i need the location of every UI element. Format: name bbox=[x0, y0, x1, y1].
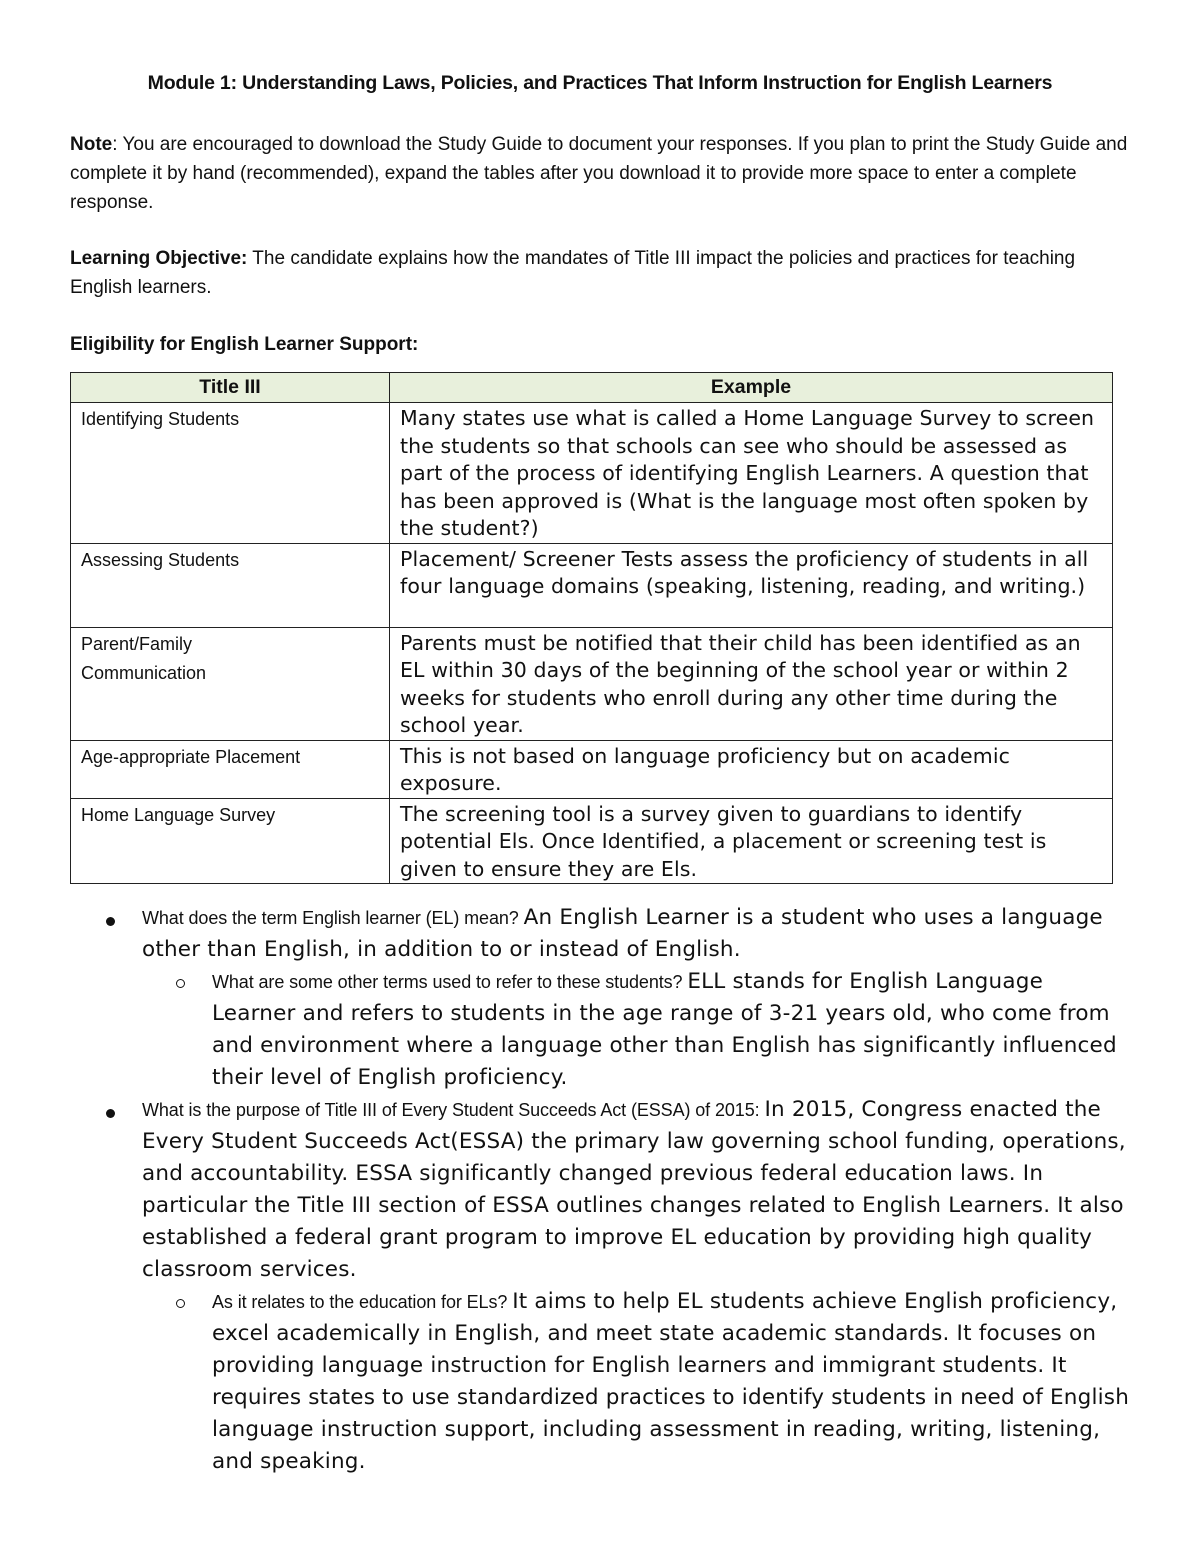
answer-text: An English Learner is a student who uses a language other than English, in addition to or instead of English. bbox=[142, 905, 1103, 962]
eligibility-table bbox=[70, 372, 1113, 884]
header-example: Example bbox=[390, 373, 1113, 403]
table-row bbox=[71, 543, 1113, 627]
note-label: Note bbox=[70, 134, 113, 155]
table-row bbox=[71, 627, 1113, 740]
answer-text: ELL stands for English Language Learner and refers to students in the age range of 3-21 years old, who come from and environment where a language other than English has significantly influenced their level of English proficiency. bbox=[212, 969, 1117, 1090]
answer-text: In 2015, Congress enacted the Every Student Succeeds Act(ESSA) the primary law governing school funding, operations, and accountability. ESSA significantly changed previous federal education laws. In particular the Title III section of ESSA outlines changes related to English Learners. It also established a federal grant program to improve EL education by providing high quality classroom services. bbox=[142, 1097, 1126, 1282]
row-example: Parents must be notified that their child has been identified as an EL within 30 days of the beginning of the school year or within 2 weeks for students who enroll during any other time during the school year. bbox=[390, 627, 1113, 740]
table-header-row bbox=[71, 373, 1113, 403]
note-paragraph bbox=[70, 130, 1130, 217]
header-title-iii: Title III bbox=[71, 373, 390, 403]
hollow-bullet-icon bbox=[176, 979, 185, 988]
bullet-icon bbox=[106, 917, 115, 926]
row-title: Age-appropriate Placement bbox=[71, 740, 390, 798]
table-row bbox=[71, 740, 1113, 798]
objective-text: The candidate explains how the mandates of Title III impact the policies and practices for teaching English learners. bbox=[70, 248, 1076, 298]
table-row bbox=[71, 403, 1113, 544]
question-text: What does the term English learner (EL) mean? bbox=[142, 908, 524, 928]
question-list bbox=[70, 903, 1130, 1479]
row-example: Placement/ Screener Tests assess the proficiency of students in all four language domains (speaking, listening, reading, and writing.) bbox=[390, 543, 1113, 627]
list-item bbox=[70, 1095, 1130, 1287]
question-text: What are some other terms used to refer to these students? bbox=[212, 972, 688, 992]
page-title: Module 1: Understanding Laws, Policies, and Practices That Inform Instruction for English Learners bbox=[147, 72, 1053, 94]
row-example: Many states use what is called a Home Language Survey to screen the students so that schools can see who should be assessed as part of the process of identifying English Learners. A question that has been approved is (What is the language most often spoken by the student?) bbox=[390, 403, 1113, 544]
answer-text: It aims to help EL students achieve English proficiency, excel academically in English, and meet state academic standards. It focuses on providing language instruction for English learners and immigrant students. It requires states to use standardized practices to identify students in need of English language instruction support, including assessment in reading, writing, listening, and speaking. bbox=[212, 1289, 1130, 1474]
row-title: Parent/Family Communication bbox=[71, 627, 390, 740]
list-item bbox=[70, 1287, 1130, 1479]
row-example: The screening tool is a survey given to guardians to identify potential Els. Once Identified, a placement or screening test is given to ensure they are Els. bbox=[390, 798, 1113, 884]
question-text: As it relates to the education for ELs? bbox=[212, 1292, 513, 1312]
note-text: : You are encouraged to download the Study Guide to document your responses. If you plan to print the Study Guide and complete it by hand (recommended), expand the tables after you download it to provide more space to enter a complete response. bbox=[70, 134, 1128, 213]
row-title: Assessing Students bbox=[71, 543, 390, 627]
row-title: Identifying Students bbox=[71, 403, 390, 544]
row-example: This is not based on language proficiency but on academic exposure. bbox=[390, 740, 1113, 798]
section-heading: Eligibility for English Learner Support: bbox=[70, 334, 419, 355]
objective-label: Learning Objective: bbox=[70, 248, 248, 269]
learning-objective bbox=[70, 244, 1130, 302]
row-title: Home Language Survey bbox=[71, 798, 390, 884]
table-row bbox=[71, 798, 1113, 884]
list-item bbox=[70, 967, 1130, 1095]
question-text: What is the purpose of Title III of Every Student Succeeds Act (ESSA) of 2015: bbox=[142, 1100, 765, 1120]
list-item bbox=[70, 903, 1130, 967]
hollow-bullet-icon bbox=[176, 1299, 185, 1308]
bullet-icon bbox=[106, 1109, 115, 1118]
